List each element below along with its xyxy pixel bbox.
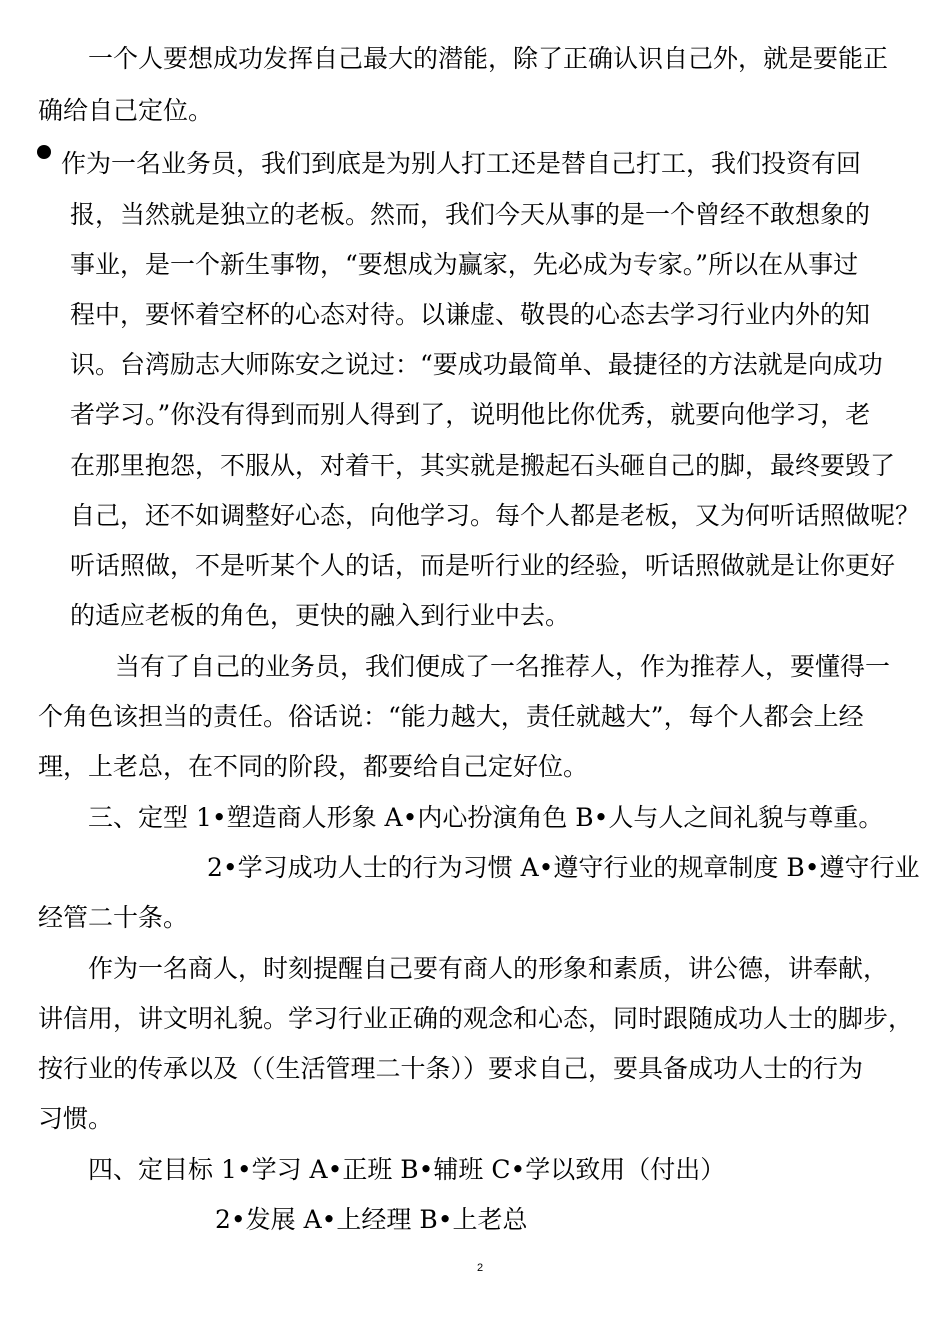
- paragraph-line: 作为一名商人，时刻提醒自己要有商人的形象和素质，讲公德，讲奉献，: [88, 954, 889, 983]
- paragraph-line: 理，上老总，在不同的阶段，都要给自己定好位。: [38, 752, 589, 781]
- bullet-paragraph-line: 程中，要怀着空杯的心态对待。以谦虚、敬畏的心态去学习行业内外的知: [70, 300, 871, 329]
- section-heading-dingxing: 三、定型 1•塑造商人形象 A•内心扮演角色 B•人与人之间礼貌与尊重。: [88, 803, 884, 832]
- section-subitem: 2•发展 A•上经理 B•上老总: [215, 1205, 528, 1234]
- paragraph-line: 确给自己定位。: [38, 96, 214, 125]
- bullet-paragraph-line: 在那里抱怨，不服从，对着干，其实就是搬起石头砸自己的脚，最终要毁了: [70, 451, 896, 480]
- bullet-paragraph-line: 作为一名业务员，我们到底是为别人打工还是替自己打工，我们投资有回: [61, 149, 862, 178]
- bullet-paragraph-line: 自己，还不如调整好心态，向他学习。每个人都是老板，又为何听话照做呢？: [70, 501, 921, 530]
- bullet-paragraph-line: 事业，是一个新生事物，“要想成为赢家，先必成为专家。”所以在从事过: [70, 250, 859, 279]
- bullet-paragraph-line: 听话照做，不是听某个人的话，而是听行业的经验，听话照做就是让你更好: [70, 551, 896, 580]
- bullet-paragraph-line: 的适应老板的角色，更快的融入到行业中去。: [70, 601, 571, 630]
- paragraph-line: 按行业的传承以及（（生活管理二十条））要求自己，要具备成功人士的行为: [38, 1054, 864, 1083]
- paragraph-line: 当有了自己的业务员，我们便成了一名推荐人，作为推荐人，要懂得一: [115, 652, 891, 681]
- bullet-icon: [37, 145, 51, 159]
- bullet-paragraph-line: 者学习。”你没有得到而别人得到了，说明他比你优秀，就要向他学习，老: [70, 400, 871, 429]
- paragraph-line: 讲信用，讲文明礼貌。学习行业正确的观念和心态，同时跟随成功人士的脚步，: [38, 1004, 914, 1033]
- paragraph-line: 习惯。: [38, 1104, 114, 1133]
- paragraph-line: 个角色该担当的责任。俗话说：“能力越大，责任就越大”，每个人都会上经: [38, 702, 864, 731]
- section-subitem: 2•学习成功人士的行为习惯 A•遵守行业的规章制度 B•遵守行业: [207, 853, 920, 882]
- bullet-paragraph-line: 识。台湾励志大师陈安之说过：“要成功最简单、最捷径的方法就是向成功: [70, 350, 883, 379]
- section-subitem-continuation: 经管二十条。: [38, 903, 189, 932]
- page-number: 2: [476, 1262, 484, 1274]
- bullet-paragraph-line: 报，当然就是独立的老板。然而，我们今天从事的是一个曾经不敢想象的: [70, 200, 871, 229]
- paragraph-line: 一个人要想成功发挥自己最大的潜能，除了正确认识自己外，就是要能正: [88, 44, 889, 73]
- section-heading-dingmubiao: 四、定目标 1•学习 A•正班 B•辅班 C•学以致用（付出）: [88, 1155, 726, 1184]
